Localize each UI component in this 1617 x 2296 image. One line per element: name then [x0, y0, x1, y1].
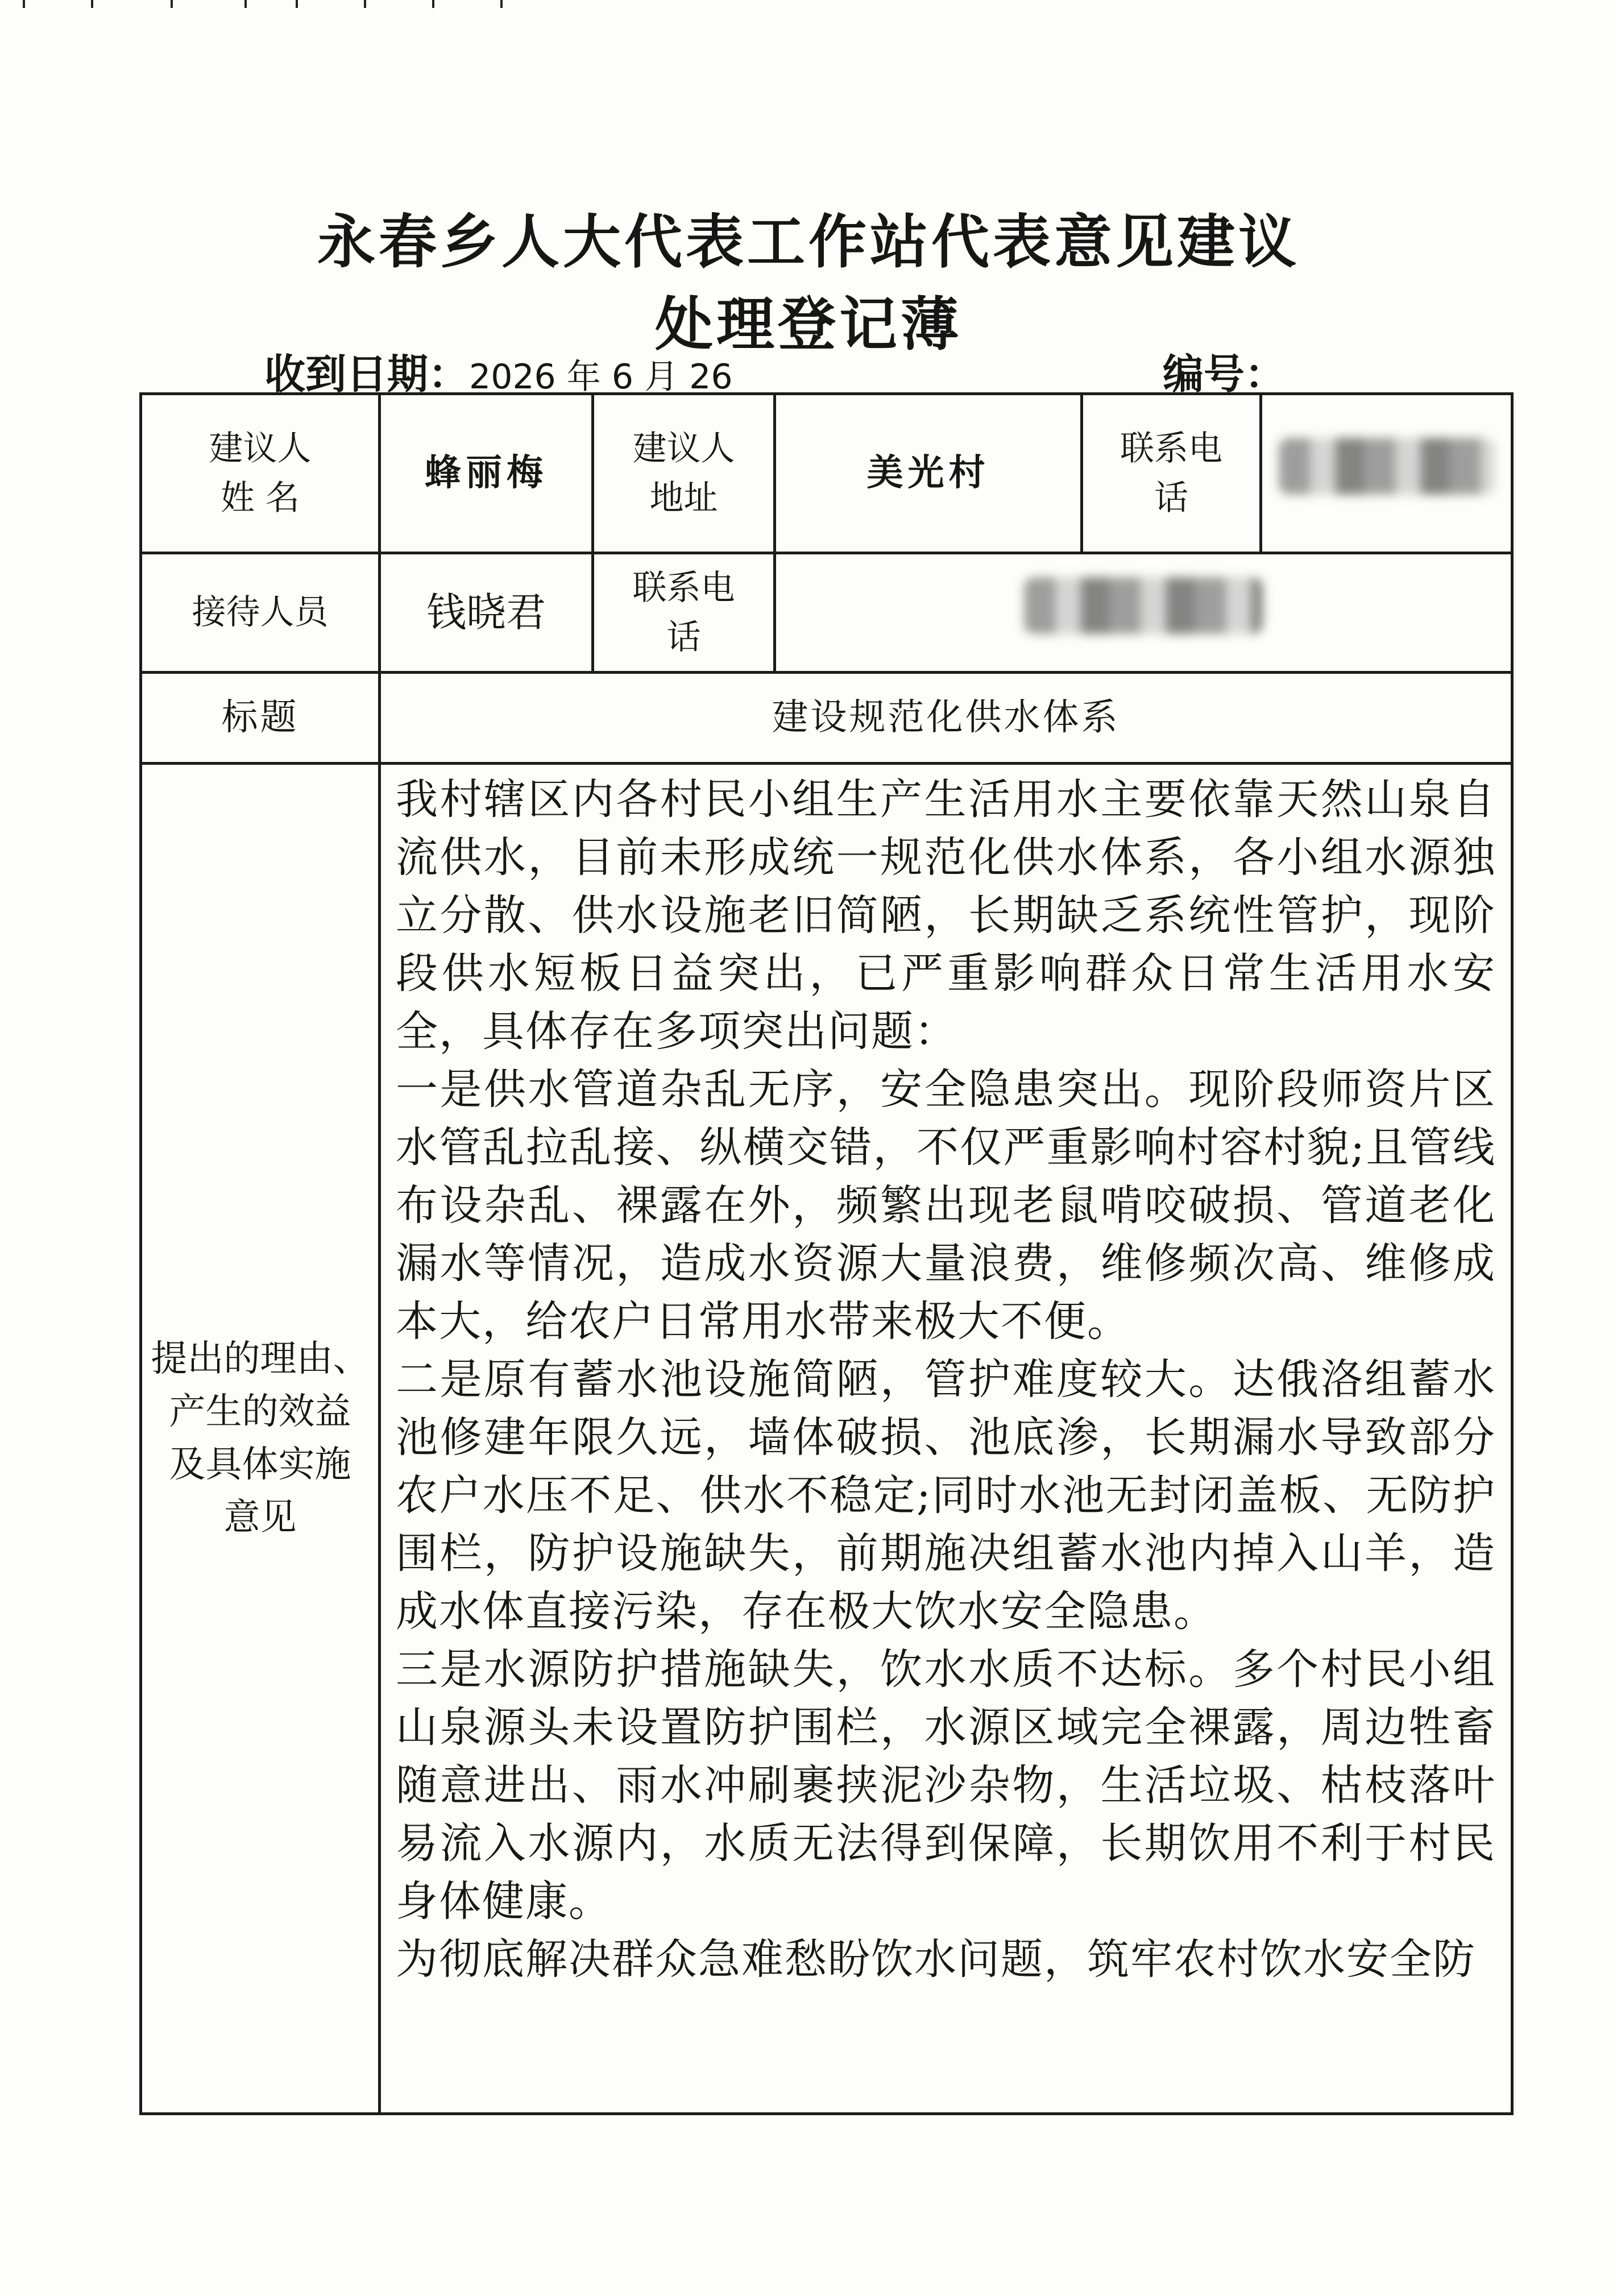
received-date-line: [264, 341, 733, 400]
document-subtitle: 处理登记薄: [655, 291, 962, 359]
body-paragraph-intro: 我村辖区内各村民小组生产生活用水主要依靠天然山泉自流供水，目前未形成统一规范化供水体系，各小组水源独立分散、供水设施老旧简陋，长期缺乏系统性管护，现阶段供水短板日益突出，已严重影响群众日常生活用水安全，具体存在多项突出问题：: [396, 775, 1496, 1056]
body-paragraph-conclusion: 为彻底解决群众急难愁盼饮水问题，筑牢农村饮水安全防: [396, 1935, 1476, 1984]
body-paragraph-issue-3: 三是水源防护措施缺失，饮水水质不达标。多个村民小组山泉源头未设置防护围栏，水源区域完全裸露，周边牲畜随意进出、雨水冲刷裹挟泥沙杂物，生活垃圾、枯枝落叶易流入水源内，水质无法得到保障，长期饮用不利于村民身体健康。: [396, 1645, 1496, 1926]
subject-label: 标题: [141, 673, 380, 764]
registration-form-table: [139, 392, 1514, 2115]
body-paragraph-issue-1: 一是供水管道杂乱无序，安全隐患突出。现阶段师资片区水管乱拉乱接、纵横交错，不仅严重影响村容村貌;且管线布设杂乱、裸露在外，频繁出现老鼠啃咬破损、管道老化漏水等情况，造成水资源大量浪费，维修频次高、维修成本大，给农户日常用水带来极大不便。: [396, 1065, 1496, 1346]
body-paragraph-issue-2: 二是原有蓄水池设施简陋，管护难度较大。达俄洛组蓄水池修建年限久远，墙体破损、池底渗，长期漏水导致部分农户水压不足、供水不稳定;同时水池无封闭盖板、无防护围栏，防护设施缺失，前期施决组蓄水池内掉入山羊，造成水体直接污染，存在极大饮水安全隐患。: [396, 1355, 1496, 1636]
proposer-phone-redacted: [1261, 394, 1512, 553]
receptionist-phone-redacted: [775, 553, 1512, 673]
receptionist-label: 接待人员: [141, 553, 380, 673]
received-date-value: 2026 年 6 月 26: [469, 357, 733, 397]
proposer-name-label: 建议人 姓 名: [141, 394, 380, 553]
reason-body: [380, 764, 1512, 2114]
document-title: 永春乡人大代表工作站代表意见建议: [317, 209, 1300, 276]
scan-edge-marks: [0, 0, 512, 15]
received-date-label: 收到日期：: [264, 350, 470, 398]
proposer-address-value: 美光村: [775, 394, 1082, 553]
reason-label: 提出的理由、 产生的效益 及具体实施 意见: [141, 764, 380, 2114]
proposer-name-value: 蜂丽梅: [380, 394, 593, 553]
receptionist-name: 钱晓君: [380, 553, 593, 673]
receptionist-phone-label: 联系电 话: [593, 553, 775, 673]
proposer-phone-label: 联系电 话: [1082, 394, 1261, 553]
proposer-address-label: 建议人 地址: [593, 394, 775, 553]
record-number-label: 编号：: [1163, 350, 1286, 398]
subject-value: 建设规范化供水体系: [380, 673, 1512, 764]
